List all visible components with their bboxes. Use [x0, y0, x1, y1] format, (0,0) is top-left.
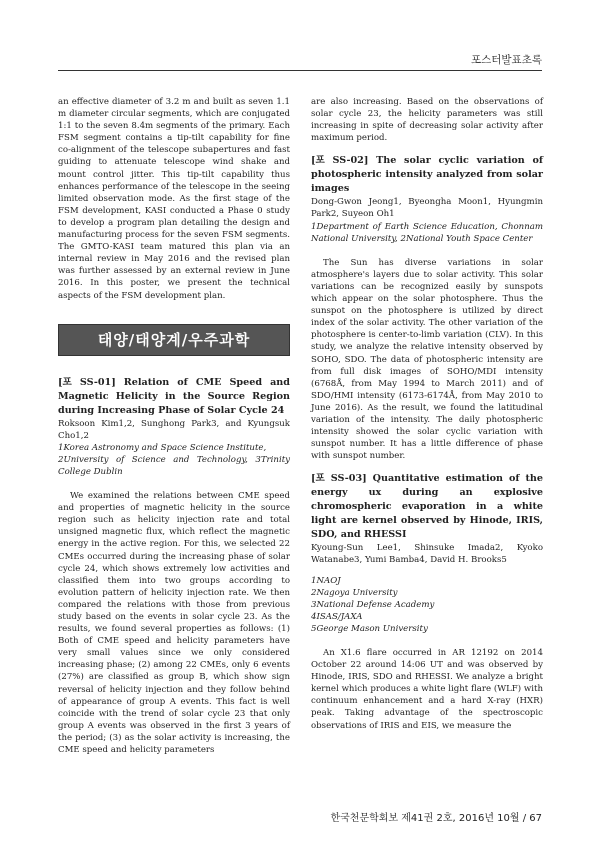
left-column	[58, 96, 290, 756]
abstract-body-ss02: The Sun has diverse variations in solar atmosphere's layers due to solar activity. This solar variations can be recognized easily by sunspots which appear on the solar photosphere. Thus the sunspot on the photosphere is utilized by direct index of the solar activity. The other variation of the photosphere is center-to-limb variation (CLV). In this study, we analyze the relative intensity observed by SOHO, SDO. The data of photospheric intensity are from full disk images of SOHO/MDI intensity (6768Å, from May 1994 to March 2011) and of SDO/HMI intensity (6173-6174Å, from May 2010 to June 2016). As the result, we found the latitudinal variation of the intensity. The daily photospheric intensity showed the solar cyclic variation with sunspot number. It has a little difference of phase with sunspot number.	[311, 257, 543, 462]
affiliation-ss03-4: 4ISAS/JAXA	[311, 611, 363, 622]
section-banner: 태양/태양계/우주과학	[58, 324, 290, 356]
affiliation-ss03-1: 1NAOJ	[311, 575, 341, 586]
authors-ss03: Kyoung-Sun Lee1, Shinsuke Imada2, Kyoko Watanabe3, Yumi Bamba4, David H. Brooks5	[311, 543, 543, 566]
affiliation-ss02: 1Department of Earth Science Education, Chonnam National University, 2National Youth Space Center	[311, 221, 543, 244]
abstract-body-ss01: We examined the relations between CME speed and properties of magnetic helicity in the source region such as helicity injection rate and total unsigned magnetic flux, which reflect the magnetic energy in the active region. For this, we selected 22 CMEs occurred during the increasing phase of solar cycle 24, which shows extremely low activities and classified them into two groups according to evolution pattern of helicity injection rate. We then compared the relations with those from previous study based on the events in solar cycle 23. As the results, we found several properties as follows: (1) Both of CME speed and helicity parameters have very small values since we only considered increasing phase; (2) among 22 CMEs, only 6 events (27%) are classified as group B, which show sign reversal of helicity injection and they follow behind of appearance of group A events. This fact is well coincide with the trend of solar cycle 23 that only group A events was observed in the first 3 years of the period; (3) as the solar activity is increasing, the CME speed and helicity parameters	[58, 491, 290, 756]
abstract-title-ss01: [포 SS-01] Relation of CME Speed and Magnetic Helicity in the Source Region during Increasing Phase of Solar Cycle 24	[58, 376, 290, 416]
authors-ss02: Dong-Gwon Jeong1, Byeongha Moon1, Hyungmin Park2, Suyeon Oh1	[311, 197, 543, 220]
continued-abstract: an effective diameter of 3.2 m and built as seven 1.1 m diameter circular segments, which are conjugated 1:1 to the seven 8.4m segments of the primary. Each FSM segment contains a tip-tilt capability for fine co-alignment of the telescope subapertures and fast guiding to attenuate telescope wind shake and mount control jitter. This tip-tilt capability thus enhances performance of the telescope in the seeing limited observation mode. As the first stage of the FSM development, KASI conducted a Phase 0 study to develop a program plan detailing the design and manufacturing process for the seven FSM segments. The GMTO-KASI team matured this plan via an internal review in May 2016 and the revised plan was further assessed by an external review in June 2016. In this poster, we present the technical aspects of the FSM development plan.	[58, 97, 290, 301]
affiliation-ss03-5: 5George Mason University	[311, 623, 428, 634]
continued-abstract-right: are also increasing. Based on the observations of solar cycle 23, the helicity parameters was still increasing in spite of decreasing solar activity after maximum period.	[311, 97, 543, 144]
authors-ss01: Roksoon Kim1,2, Sunghong Park3, and Kyungsuk Cho1,2	[58, 418, 290, 441]
abstract-title-ss02: [포 SS-02] The solar cyclic variation of photospheric intensity analyzed from solar images	[311, 155, 543, 195]
abstract-body-ss03: An X1.6 flare occurred in AR 12192 on 2014 October 22 around 14:06 UT and was observed by Hinode, IRIS, SDO and RHESSI. We analyze a bright kernel which produces a white light flare (WLF) with continuum enhancement and a hard X-ray (HXR) peak. Taking advantage of the spectroscopic observations of IRIS and EIS, we measure the	[311, 648, 543, 731]
right-column	[311, 96, 543, 732]
affiliation-ss03-3: 3National Defense Academy	[311, 599, 435, 610]
affiliation-ss01-1: 1Korea Astronomy and Space Science Institute,	[58, 442, 267, 453]
header-rule	[58, 70, 542, 71]
affiliation-ss03-2: 2Nagoya University	[311, 587, 398, 598]
abstract-title-ss03: [포 SS-03] Quantitative estimation of the energy ux during an explosive chromospheric evaporation in a white light are kernel observed by Hinode, IRIS, SDO, and RHESSI	[311, 473, 543, 541]
running-header: 포스터발표초록	[470, 54, 542, 66]
affiliation-ss01-2: 2University of Science and Technology, 3Trinity College Dublin	[58, 454, 290, 477]
page-footer: 한국천문학회보 제41권 2호, 2016년 10월 / 67	[330, 813, 542, 824]
